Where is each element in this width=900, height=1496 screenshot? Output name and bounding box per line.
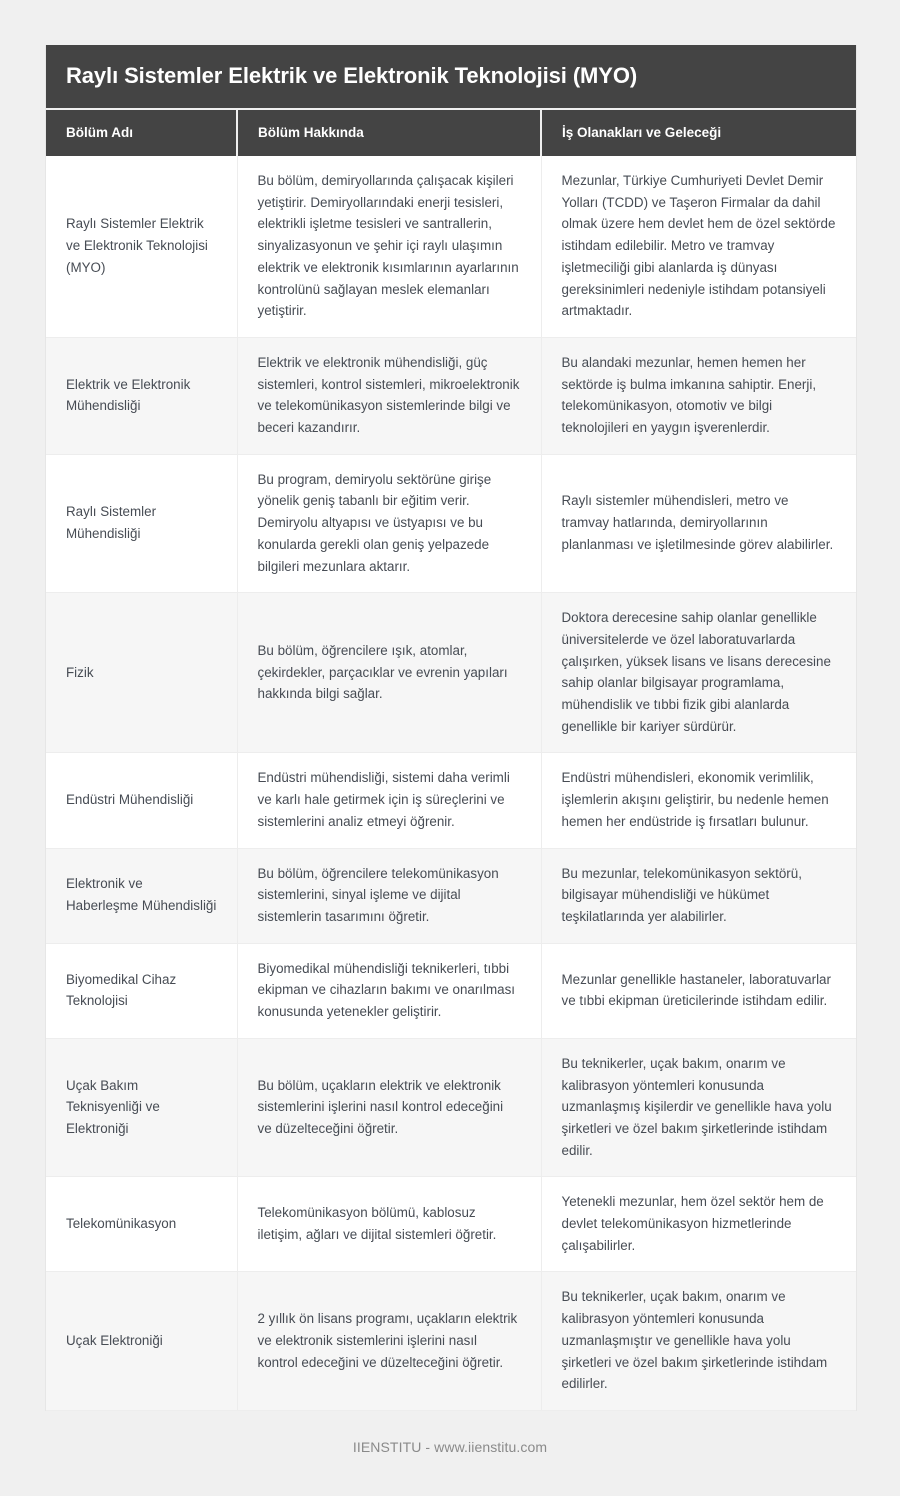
cell-about: Biyomedikal mühendisliği teknikerleri, tıbbi ekipman ve cihazların bakımı ve onarılması konusunda yetenekler geliştirir.: [237, 943, 541, 1038]
table-row: [46, 156, 856, 337]
cell-jobs: Mezunlar genellikle hastaneler, laboratuvarlar ve tıbbi ekipman üreticilerinde istihdam edilir.: [541, 943, 856, 1038]
cell-about: Elektrik ve elektronik mühendisliği, güç sistemleri, kontrol sistemleri, mikroelektronik ve telekomünikasyon sistemlerinde bilgi ve beceri kazandırır.: [237, 337, 541, 454]
cell-about: Telekomünikasyon bölümü, kablosuz iletişim, ağları ve dijital sistemleri öğretir.: [237, 1177, 541, 1272]
cell-jobs: Yetenekli mezunlar, hem özel sektör hem de devlet telekomünikasyon hizmetlerinde çalışabilirler.: [541, 1177, 856, 1272]
table-row: [46, 753, 856, 848]
cell-name: Raylı Sistemler Elektrik ve Elektronik Teknolojisi (MYO): [46, 156, 237, 337]
cell-name: Fizik: [46, 593, 237, 753]
table-row: [46, 848, 856, 943]
cell-name: Biyomedikal Cihaz Teknolojisi: [46, 943, 237, 1038]
table-header-row: [46, 109, 856, 156]
cell-jobs: Mezunlar, Türkiye Cumhuriyeti Devlet Demir Yolları (TCDD) ve Taşeron Firmalar da dahil olmak üzere hem devlet hem de özel sektörde istihdam edilebilir. Metro ve tramvay işletmeciliği gibi alanlarda iş dünyası gereksinimleri nedeniyle istihdam potansiyeli artmaktadır.: [541, 156, 856, 337]
table-row: [46, 1038, 856, 1177]
cell-name: Uçak Bakım Teknisyenliği ve Elektroniği: [46, 1038, 237, 1177]
table-row: [46, 1177, 856, 1272]
cell-about: Bu bölüm, demiryollarında çalışacak kişileri yetiştirir. Demiryollarındaki enerji tesisleri, elektrikli işletme tesisleri ve santrallerin, sinyalizasyonun ve şehir içi raylı ulaşımın elektrik ve elektronik kısımlarının ayarlarının kontrolünü sağlayan meslek elemanları yetiştirir.: [237, 156, 541, 337]
cell-jobs: Bu teknikerler, uçak bakım, onarım ve kalibrasyon yöntemleri konusunda uzmanlaşmış kişilerdir ve genellikle hava yolu şirketleri ve özel bakım şirketlerinde istihdam edilir.: [541, 1038, 856, 1177]
cell-name: Elektrik ve Elektronik Mühendisliği: [46, 337, 237, 454]
cell-about: Bu bölüm, öğrencilere telekomünikasyon sistemlerini, sinyal işleme ve dijital sistemlerin tasarımını öğretir.: [237, 848, 541, 943]
table-row: [46, 943, 856, 1038]
cell-name: Endüstri Mühendisliği: [46, 753, 237, 848]
page-title: Raylı Sistemler Elektrik ve Elektronik Teknolojisi (MYO): [46, 45, 856, 109]
cell-jobs: Bu teknikerler, uçak bakım, onarım ve kalibrasyon yöntemleri konusunda uzmanlaşmıştır ve genellikle hava yolu şirketleri ve özel bakım şirketlerinde istihdam edilirler.: [541, 1272, 856, 1411]
cell-jobs: Bu alandaki mezunlar, hemen hemen her sektörde iş bulma imkanına sahiptir. Enerji, telekomünikasyon, otomotiv ve bilgi teknolojileri en yaygın işverenlerdir.: [541, 337, 856, 454]
table-head: [46, 45, 856, 156]
table-row: [46, 454, 856, 593]
table-row: [46, 1272, 856, 1411]
column-header-jobs: İş Olanakları ve Geleceği: [541, 109, 856, 156]
cell-name: Raylı Sistemler Mühendisliği: [46, 454, 237, 593]
column-header-about: Bölüm Hakkında: [237, 109, 541, 156]
table-row: [46, 337, 856, 454]
cell-jobs: Endüstri mühendisleri, ekonomik verimlilik, işlemlerin akışını geliştirir, bu nedenle hemen hemen her endüstride iş fırsatları bulunur.: [541, 753, 856, 848]
footer-credit: IIENSTITU - www.iienstitu.com: [352, 1438, 548, 1455]
cell-name: Telekomünikasyon: [46, 1177, 237, 1272]
column-header-name: Bölüm Adı: [46, 109, 237, 156]
table-body: [46, 156, 856, 1410]
table-row: [46, 593, 856, 753]
cell-about: Bu bölüm, uçakların elektrik ve elektronik sistemlerini işlerini nasıl kontrol edeceğini ve düzelteceğini öğretir.: [237, 1038, 541, 1177]
cell-about: Bu program, demiryolu sektörüne girişe yönelik geniş tabanlı bir eğitim verir. Demiryolu altyapısı ve üstyapısı ve bu konularda gerekli olan geniş yelpazede bilgileri mezunlara aktarır.: [237, 454, 541, 593]
cell-about: Bu bölüm, öğrencilere ışık, atomlar, çekirdekler, parçacıklar ve evrenin yapıları hakkında bilgi sağlar.: [237, 593, 541, 753]
table-title-row: [46, 45, 856, 109]
cell-name: Elektronik ve Haberleşme Mühendisliği: [46, 848, 237, 943]
cell-jobs: Bu mezunlar, telekomünikasyon sektörü, bilgisayar mühendisliği ve hükümet teşkilatlarında yer alabilirler.: [541, 848, 856, 943]
departments-table: [46, 45, 856, 1411]
table-wrapper: [45, 45, 857, 1411]
cell-name: Uçak Elektroniği: [46, 1272, 237, 1411]
cell-jobs: Raylı sistemler mühendisleri, metro ve tramvay hatlarında, demiryollarının planlanması ve işletilmesinde görev alabilirler.: [541, 454, 856, 593]
cell-about: Endüstri mühendisliği, sistemi daha verimli ve karlı hale getirmek için iş süreçlerini ve sistemlerini analiz etmeyi öğrenir.: [237, 753, 541, 848]
cell-jobs: Doktora derecesine sahip olanlar genellikle üniversitelerde ve özel laboratuvarlarda çalışırken, yüksek lisans ve lisans derecesine sahip olanlar bilgisayar programlama, mühendislik ve tıbbi fizik gibi alanlarda genellikle bir kariyer sürdürür.: [541, 593, 856, 753]
cell-about: 2 yıllık ön lisans programı, uçakların elektrik ve elektronik sistemlerini işlerini nasıl kontrol edeceğini ve düzelteceğini öğretir.: [237, 1272, 541, 1411]
